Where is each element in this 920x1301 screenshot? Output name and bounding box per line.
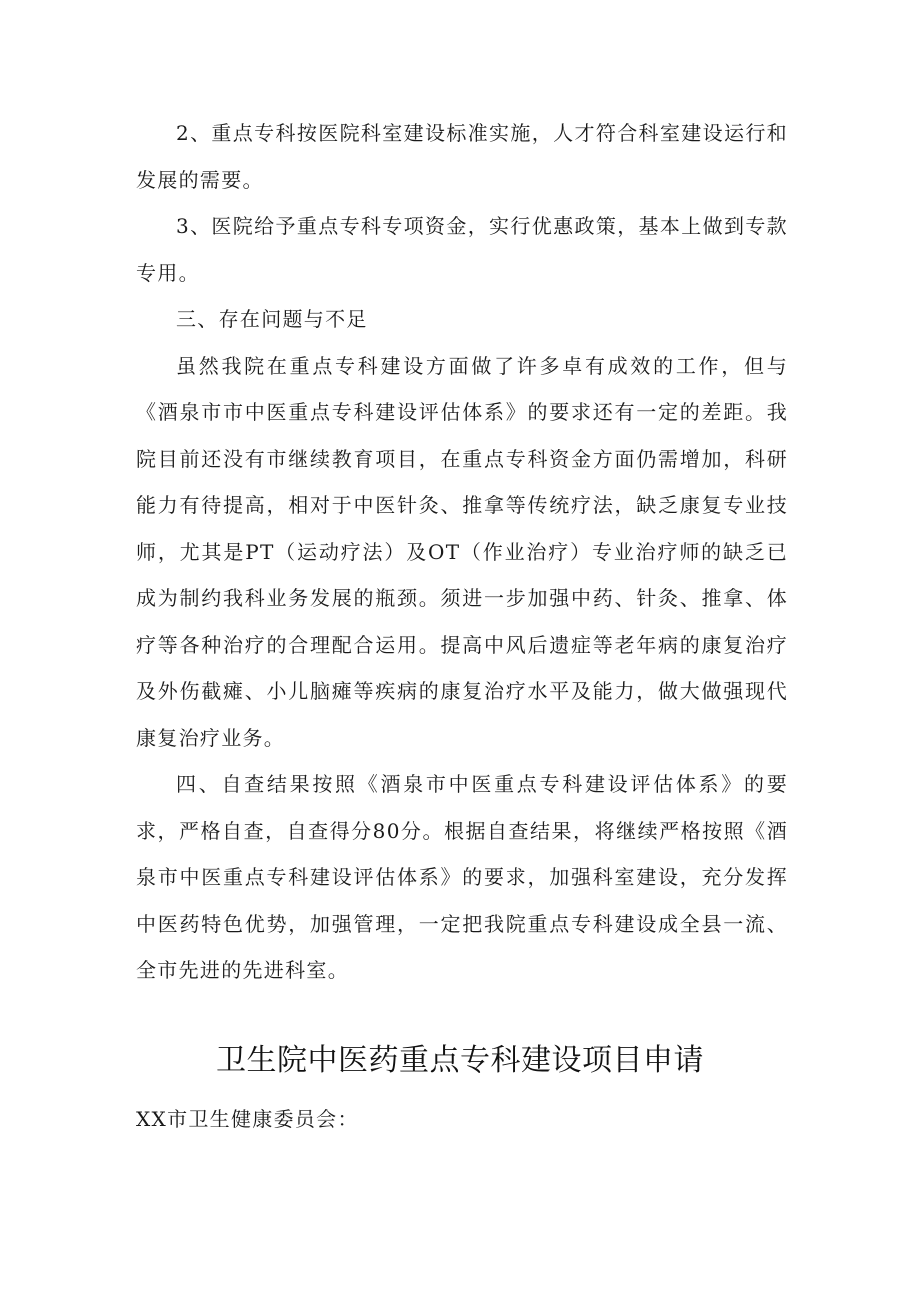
paragraph-problems-detail: 虽然我院在重点专科建设方面做了许多卓有成效的工作，但与《酒泉市市中医重点专科建设评估体系》的要求还有一定的差距。我院目前还没有市继续教育项目，在重点专科资金方面仍需增加，科研能力有待提高，相对于中医针灸、推拿等传统疗法，缺乏康复专业技师，尤其是PT（运动疗法）及OT（作业治疗）专业治疗师的缺乏已成为制约我科业务发展的瓶颈。须进一步加强中药、针灸、推拿、体疗等各种治疗的合理配合运用。提高中风后遗症等老年病的康复治疗及外伤截瘫、小儿脑瘫等疾病的康复治疗水平及能力，做大做强现代康复治疗业务。 <box>136 353 788 750</box>
paragraph-special-funds: 3、医院给予重点专科专项资金，实行优惠政策，基本上做到专款专用。 <box>136 214 788 285</box>
salutation: XX市卫生健康委员会： <box>136 1107 359 1131</box>
document-body <box>136 110 788 994</box>
paragraph-self-check-result: 四、自查结果按照《酒泉市中医重点专科建设评估体系》的要求，严格自查，自查得分80分。根据自查结果，将继续严格按照《酒泉市中医重点专科建设评估体系》的要求，加强科室建设，充分发挥中医药特色优势，加强管理，一定把我院重点专科建设成全县一流、全市先进的先进科室。 <box>136 772 788 982</box>
section-heading-problems: 三、存在问题与不足 <box>176 307 368 331</box>
paragraph-specialty-standards: 2、重点专科按医院科室建设标准实施，人才符合科室建设运行和发展的需要。 <box>136 121 788 192</box>
document-title: 卫生院中医药重点专科建设项目申请 <box>216 1043 704 1078</box>
